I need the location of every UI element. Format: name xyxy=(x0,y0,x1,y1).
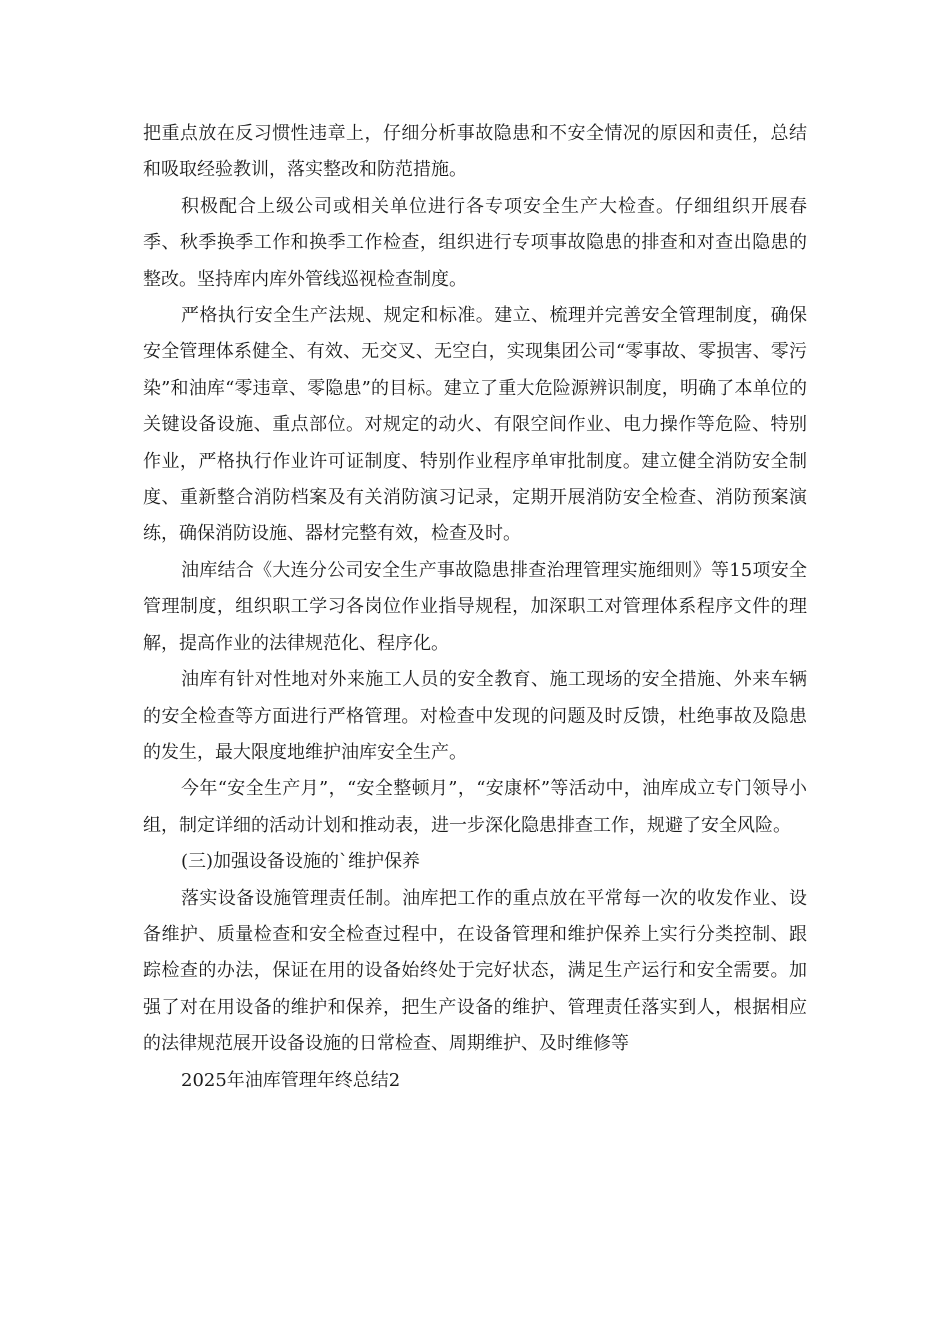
paragraph-6: 今年“安全生产月”，“安全整顿月”，“安康杯”等活动中，油库成立专门领导小组，制定详细的活动计划和推动表，进一步深化隐患排查工作，规避了安全风险。 xyxy=(143,778,807,836)
paragraph-2: 积极配合上级公司或相关单位进行各专项安全生产大检查。仔细组织开展春季、秋季换季工作和换季工作检查，组织进行专项事故隐患的排查和对查出隐患的整改。坚持库内库外管线巡视检查制度。 xyxy=(143,195,807,290)
paragraph-1: 把重点放在反习惯性违章上，仔细分析事故隐患和不安全情况的原因和责任，总结和吸取经验教训，落实整改和防范措施。 xyxy=(143,123,807,181)
document-body xyxy=(143,116,807,1099)
next-document-title: 2025年油库管理年终总结2 xyxy=(181,1069,401,1091)
section-heading: (三)加强设备设施的`维护保养 xyxy=(181,851,421,873)
paragraph-5: 油库有针对性地对外来施工人员的安全教育、施工现场的安全措施、外来车辆的安全检查等方面进行严格管理。对检查中发现的问题及时反馈，杜绝事故及隐患的发生，最大限度地维护油库安全生产。 xyxy=(143,669,807,763)
paragraph-7: 落实设备设施管理责任制。油库把工作的重点放在平常每一次的收发作业、设备维护、质量检查和安全检查过程中，在设备管理和维护保养上实行分类控制、跟踪检查的办法，保证在用的设备始终处于完好状态，满足生产运行和安全需要。加强了对在用设备的维护和保养，把生产设备的维护、管理责任落实到人，根据相应的法律规范展开设备设施的日常检查、周期维护、及时维修等 xyxy=(143,887,807,1055)
paragraph-3: 严格执行安全生产法规、规定和标准。建立、梳理并完善安全管理制度，确保安全管理体系健全、有效、无交叉、无空白，实现集团公司“零事故、零损害、零污染”和油库“零违章、零隐患”的目标。建立了重大危险源辨识制度，明确了本单位的关键设备设施、重点部位。对规定的动火、有限空间作业、电力操作等危险、特别作业，严格执行作业许可证制度、特别作业程序单审批制度。建立健全消防安全制度、重新整合消防档案及有关消防演习记录，定期开展消防安全检查、消防预案演练，确保消防设施、器材完整有效，检查及时。 xyxy=(143,305,807,545)
paragraph-4: 油库结合《大连分公司安全生产事故隐患排查治理管理实施细则》等15项安全管理制度，组织职工学习各岗位作业指导规程，加深职工对管理体系程序文件的理解，提高作业的法律规范化、程序化。 xyxy=(143,559,807,654)
